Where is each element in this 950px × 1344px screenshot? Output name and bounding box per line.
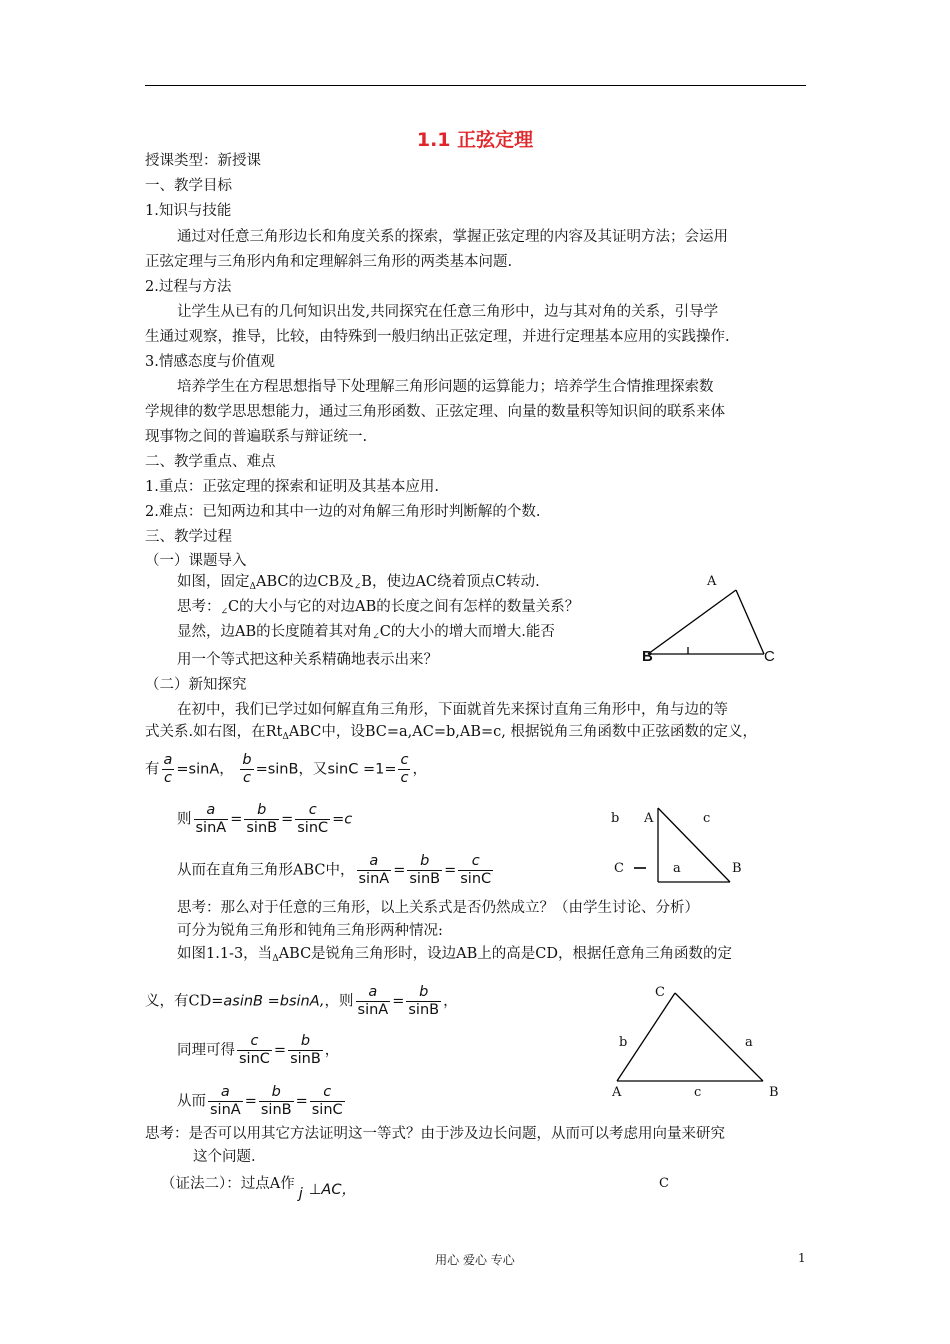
page-footer: 用心 爱心 专心 [435,1253,515,1267]
denominator: sinB [290,1051,321,1067]
numerator: c [295,802,330,820]
denominator: c [400,770,409,786]
side-label: a [745,1035,753,1050]
paragraph-line [177,572,540,597]
page-number: 1 [798,1251,806,1265]
paragraph-line: 这个问题. [193,1149,256,1165]
side-label: c [694,1085,702,1100]
text-run: 有 [145,761,160,778]
formula-text: ⊥AC， [308,1182,356,1198]
fraction [310,1084,345,1119]
paragraph-line: 正弦定理与三角形内角和定理解斜三角形的两类基本问题. [145,254,513,270]
subsection-heading: （二）新知探究 [145,677,247,693]
text-run: = [273,1042,287,1059]
paragraph-line: 思考：是否可以用其它方法证明这一等式？由于涉及边长问题，从而可以考虑用向量来研究 [145,1126,725,1142]
formula-text: =c [332,811,353,828]
paragraph-line [177,597,579,622]
right-triangle-figure [600,800,760,900]
denominator: sinB [409,871,441,887]
fraction [259,1084,294,1119]
section-heading: 二、教学重点、难点 [145,454,276,470]
fraction [357,853,392,888]
fraction [295,802,330,837]
fraction [244,802,279,837]
fraction [407,853,442,888]
numerator: c [400,752,409,768]
text-run: = [295,1093,308,1110]
denominator: c [163,770,172,786]
fraction [458,853,493,888]
side-label: a [673,861,681,876]
numerator: b [259,1084,294,1102]
paragraph-line [145,722,757,747]
side-label: b [619,1035,628,1050]
denominator: sinB [260,1102,292,1118]
numerator: b [288,1033,323,1051]
fraction [208,1084,243,1119]
numerator: a [357,853,392,871]
denominator: sinC [297,820,329,836]
paragraph-line: 培养学生在方程思想指导下处理解三角形问题的运算能力；培养学生合情推理探索数 [177,379,714,395]
paragraph-line: 可分为锐角三角形和钝角三角形两种情况: [177,923,443,939]
vertex-label: B [642,648,653,665]
numerator: c [458,853,493,871]
fraction [194,802,229,837]
text-run: 式关系.如右图，在Rt [145,724,283,740]
formula-line [161,1174,356,1204]
denominator: sinC [311,1102,343,1118]
text-run: C的大小与它的对边AB的长度之间有怎样的数量关系？ [228,599,580,615]
denominator: sinA [195,820,227,836]
subsection-heading: 3.情感态度与价值观 [145,354,275,370]
paragraph-line: 现事物之间的普遍联系与辩证统一. [145,429,368,445]
formula-line [177,802,352,837]
paragraph-line: 1.重点：正弦定理的探索和证明及其基本应用. [145,479,439,495]
denominator: sinC [460,871,492,887]
side-label: b [611,811,620,826]
text-run: C的大小的增大而增大.能否 [379,624,555,640]
section-heading: 三、教学过程 [145,529,232,545]
vertex-label: C [659,1176,669,1191]
text-run: 则 [177,811,192,828]
text-run: 从而在直角三角形ABC中， [177,862,355,879]
formula-text: =sinB [255,761,299,778]
triangle-symbol: Δ [249,582,256,592]
subsection-heading: 2.过程与方法 [145,279,232,295]
vertex-label: C [614,861,624,876]
paragraph-line: 2.难点：已知两边和其中一边的对角解三角形时判断解的个数. [145,504,541,520]
text-run: = [393,862,406,879]
denominator: sinB [246,820,278,836]
text-run: = [230,811,243,828]
numerator: b [406,984,441,1002]
formula-text: =sinA， [176,761,234,778]
paragraph-line: 用一个等式把这种关系精确地表示出来？ [177,652,438,668]
denominator: sinA [358,871,390,887]
paragraph-line: 通过对任意三角形边长和角度关系的探索，掌握正弦定理的内容及其证明方法；会运用 [177,229,728,245]
vertex-label: C [655,985,665,1000]
vertex-label: A [644,811,654,826]
subsection-heading: （一）课题导入 [145,553,247,569]
text-run: 如图，固定 [177,574,250,590]
text-run: 思考： [177,599,221,615]
text-run: 显然，边AB的长度随着其对角 [177,624,373,640]
vertex-label: A [707,574,717,589]
text-run: ，则 [324,993,354,1010]
text-run: = [244,1093,257,1110]
fraction [406,984,441,1019]
formula-line [177,1033,339,1068]
denominator: c [242,770,251,786]
triangle-symbol: Δ [272,954,279,964]
vertex-label: C [764,648,775,665]
formula-text: sinC =1= [327,761,397,778]
text-run: ABC中，设BC=a,AC=b,AB=c, 根据锐角三角函数中正弦函数的定义， [288,724,757,740]
formula-text: j [298,1186,303,1202]
text-run: ， [412,761,427,778]
paragraph-line [177,944,732,969]
text-run: ， [443,993,458,1010]
triangle-symbol: Δ [282,732,289,742]
numerator: a [208,1084,243,1102]
fraction [162,752,175,787]
numerator: a [356,984,391,1002]
section-heading: 一、教学目标 [145,178,232,194]
fraction [237,1033,272,1068]
numerator: a [194,802,229,820]
text-run: （证法二）：过点A作 [161,1176,295,1192]
fraction [398,752,410,787]
text-run: B，使边AC绕着顶点C转动. [361,574,540,590]
paragraph-line: 思考：那么对于任意的三角形，以上关系式是否仍然成立？（由学生讨论、分析） [177,900,699,916]
numerator: b [407,853,442,871]
angle-symbol: ∠ [372,632,380,642]
text-run: 同理可得 [177,1042,235,1059]
numerator: c [310,1084,345,1102]
vertex-label: A [612,1085,622,1100]
denominator: sinA [357,1002,389,1018]
text-run: = [281,811,294,828]
text-run: ABC是锐角三角形时，设边AB上的高是CD，根据任意角三角函数的定 [278,946,733,962]
angle-symbol: ∠ [220,607,229,617]
text-run: 从而 [177,1093,206,1110]
fraction [288,1033,323,1068]
page-title: 1.1 正弦定理 [416,129,534,151]
formula-text: asinB =bsinA, [223,993,325,1010]
text-run: 如图1.1-3，当 [177,946,273,962]
paragraph-line: 在初中，我们已学过如何解直角三角形，下面就首先来探讨直角三角形中，角与边的等 [177,702,728,718]
denominator: sinB [408,1002,440,1018]
numerator: b [244,802,279,820]
numerator: b [242,752,252,768]
text-run: = [392,993,405,1010]
denominator: sinC [239,1051,270,1067]
course-type: 授课类型：新授课 [145,153,261,169]
text-run: ， [324,1042,340,1059]
fraction [240,752,253,787]
denominator: sinA [210,1102,241,1118]
numerator: c [237,1033,272,1051]
formula-line [145,752,427,787]
text-run: ABC的边CB及 [256,574,354,590]
numerator: a [163,752,173,768]
side-label: c [703,811,711,826]
text-run: ，又 [298,761,328,778]
angle-symbol: ∠ [353,582,362,592]
vertex-label: B [732,861,742,876]
header-rule [145,85,806,86]
vertex-label: B [769,1085,779,1100]
formula-line [145,984,458,1019]
formula-line [177,853,495,888]
paragraph-line [177,622,555,647]
paragraph-line: 生通过观察，推导，比较，由特殊到一般归纳出正弦定理，并进行定理基本应用的实践操作. [145,329,730,345]
fraction [356,984,391,1019]
paragraph-line: 学规律的数学思思想能力，通过三角形函数、正弦定理、向量的数量积等知识间的联系来体 [145,404,725,420]
subsection-heading: 1.知识与技能 [145,203,232,219]
text-run: 义，有CD= [145,993,224,1010]
text-run: = [444,862,457,879]
paragraph-line: 让学生从已有的几何知识出发,共同探究在任意三角形中，边与其对角的关系，引导学 [177,304,719,320]
formula-line [177,1084,347,1119]
